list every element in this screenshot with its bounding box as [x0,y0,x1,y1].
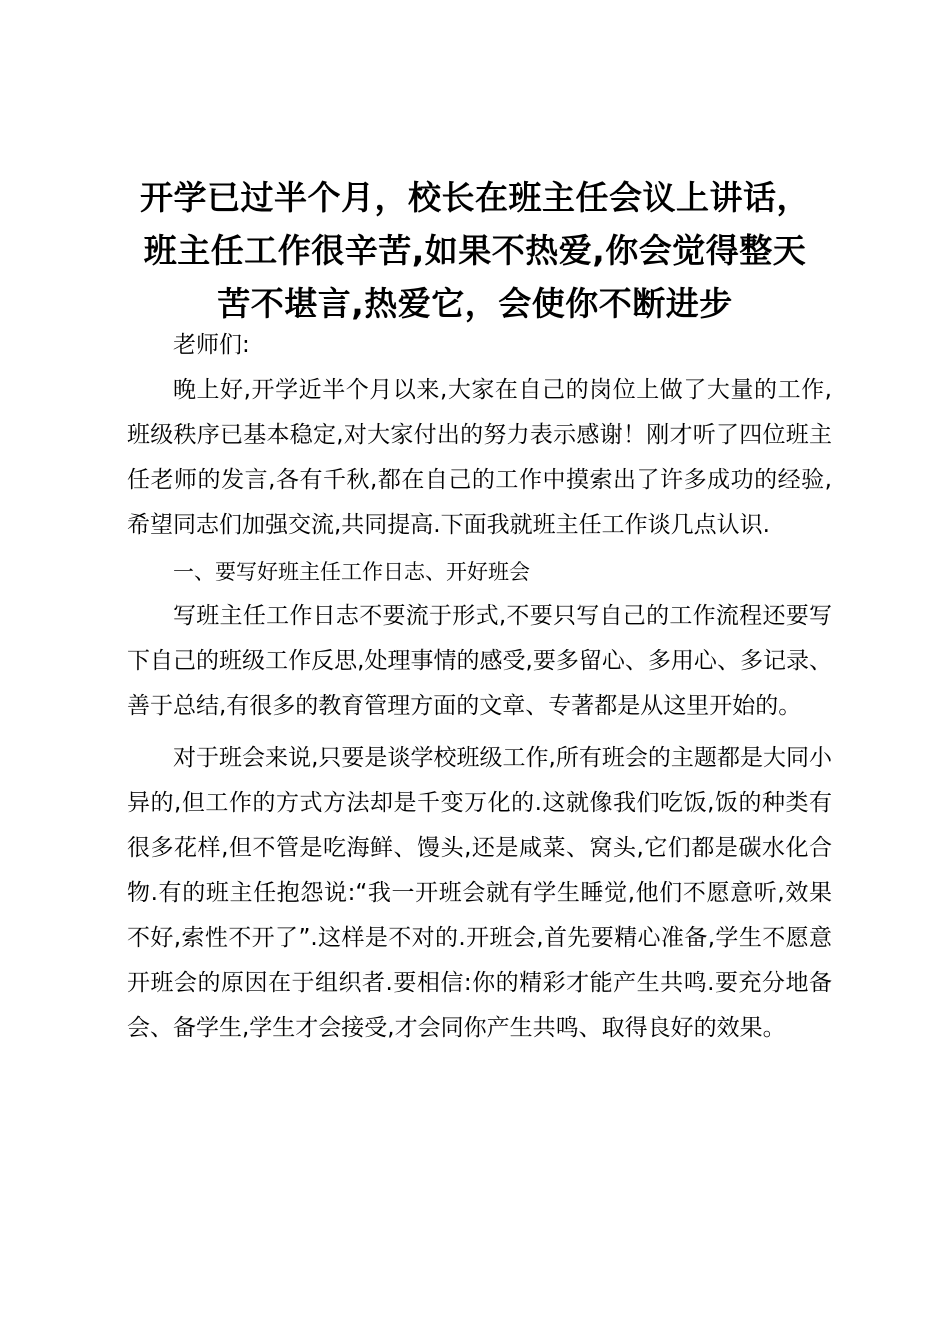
paragraph-opening: 晚上好,开学近半个月以来,大家在自己的岗位上做了大量的工作,班级秩序已基本稳定,对大家付出的努力表示感谢！刚才听了四位班主任老师的发言,各有千秋,都在自己的工作中摸索出了许多成功的经验,希望同志们加强交流,共同提高.下面我就班主任工作谈几点认识. [127,377,832,538]
document-title [110,171,840,330]
title-line-2: 班主任工作很辛苦,如果不热爱,你会觉得整天 [143,231,807,270]
title-line-3: 苦不堪言,热爱它，会使你不断进步 [217,284,733,323]
section-heading: 一、要写好班主任工作日志、开好班会 [173,560,530,584]
document-body [127,325,832,1051]
paragraph-work-log: 写班主任工作日志不要流于形式,不要只写自己的工作流程还要写下自己的班级工作反思,处理事情的感受,要多留心、多用心、多记录、善于总结,有很多的教育管理方面的文章、专著都是从这里开始的。 [127,603,832,719]
paragraph-class-meeting: 对于班会来说,只要是谈学校班级工作,所有班会的主题都是大同小异的,但工作的方式方法却是千变万化的.这就像我们吃饭,饭的种类有很多花样,但不管是吃海鲜、馒头,还是咸菜、窝头,它们都是碳水化合物.有的班主任抱怨说:“我一开班会就有学生睡觉,他们不愿意听,效果不好,索性不开了”.这样是不对的.开班会,首先要精心准备,学生不愿意开班会的原因在于组织者.要相信:你的精彩才能产生共鸣.要充分地备会、备学生,学生才会接受,才会同你产生共鸣、取得良好的效果。 [127,745,832,1041]
salutation: 老师们: [173,332,250,358]
title-line-1: 开学已过半个月，校长在班主任会议上讲话， [140,178,810,217]
